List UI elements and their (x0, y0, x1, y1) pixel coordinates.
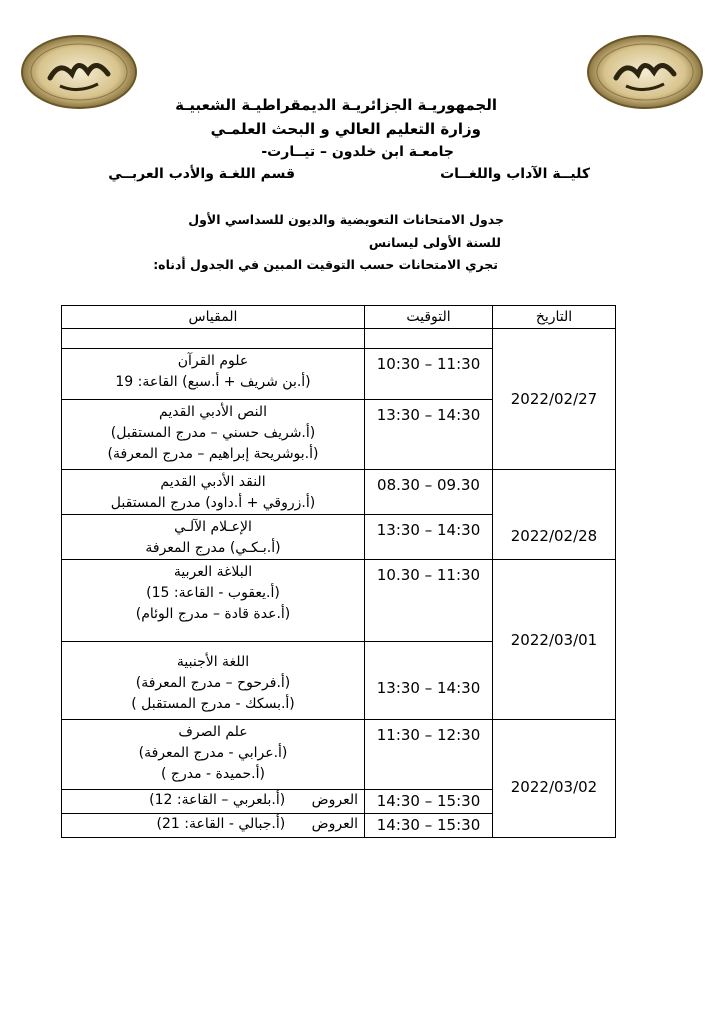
time-cell: 08.30 – 09.30 (365, 470, 493, 515)
schedule-note: تجري الامتحانات حسب التوقيت المبين في الجدول أدناه: (153, 257, 498, 272)
university-logo-right (586, 34, 704, 110)
subject-cell (62, 349, 365, 400)
subject-detail: (أ.حميدة - مدرج ) (161, 766, 265, 782)
subject-cell (62, 720, 365, 790)
university-logo-left (20, 34, 138, 110)
subject-detail: (أ.عدة قادة – مدرج الوئام) (135, 606, 291, 622)
table-row (62, 560, 616, 642)
subject-cell (62, 515, 365, 560)
date-cell: 2022/02/28 (493, 470, 616, 560)
subject-detail: (أ.عرابي - مدرج المعرفة) (138, 745, 288, 761)
subject-detail: (أ.بسكك - مدرج المستقبل ) (131, 696, 295, 712)
subject-name: النقد الأدبي القديم (160, 474, 266, 490)
time-cell: 13:30 – 14:30 (365, 515, 493, 560)
subject-cell (62, 560, 365, 642)
subject-name: البلاغة العربية (173, 564, 253, 580)
republic-name: الجمهوريـة الجزائريـة الديمقراطيـة الشعبيـة (175, 96, 497, 114)
time-cell: 11:30 – 12:30 (365, 720, 493, 790)
subject-cell (62, 814, 365, 838)
subject-cell (62, 642, 365, 720)
table-row (62, 470, 616, 515)
subject-detail: (أ.بـكـي) مدرج المعرفة (145, 540, 281, 556)
header-date: التاريخ (493, 306, 616, 329)
subject-cell (62, 470, 365, 515)
subject-cell (62, 790, 365, 814)
time-cell: 13:30 – 14:30 (365, 642, 493, 720)
ministry-name: وزارة التعليم العالي و البحث العلمـي (210, 120, 481, 138)
time-cell: 14:30 – 15:30 (365, 814, 493, 838)
subject-name: اللغة الأجنبية (176, 654, 250, 670)
subject-detail: (أ.جبالي - القاعة: 21) (156, 816, 286, 832)
time-cell (365, 329, 493, 349)
table-row (62, 720, 616, 790)
date-cell: 2022/03/02 (493, 720, 616, 838)
schedule-title: جدول الامتحانات التعويضية والديون للسداسي الأول (188, 212, 504, 227)
time-cell: 14:30 – 15:30 (365, 790, 493, 814)
university-name: جامعـة ابن خلدون – تيــارت- (261, 144, 454, 160)
subject-name: علوم القرآن (177, 353, 249, 369)
time-cell: 13:30 – 14:30 (365, 400, 493, 470)
subject-detail: (أ.بن شريف + أ.سبع) القاعة: 19 (115, 374, 311, 390)
time-cell: 10:30 – 11:30 (365, 349, 493, 400)
subject-name: العروض (311, 792, 358, 808)
exam-schedule-table (61, 305, 616, 838)
department-name: قسم اللغـة والأدب العربــي (108, 166, 295, 182)
table-header-row (62, 306, 616, 329)
subject-detail: (أ.بوشريحة إبراهيم – مدرج المعرفة) (107, 446, 319, 462)
date-cell: 2022/03/01 (493, 560, 616, 720)
subject-detail: (أ.بلعربي – القاعة: 12) (149, 792, 286, 808)
subject-detail: (أ.فرحوح – مدرج المعرفة) (135, 675, 291, 691)
subject-detail: (أ.شريف حسني – مدرج المستقبل) (110, 425, 316, 441)
date-cell: 2022/02/27 (493, 329, 616, 470)
level-title: للسنة الأولى ليسانس (368, 235, 501, 250)
subject-detail: (أ.زروقي + أ.داود) مدرج المستقبل (110, 495, 316, 511)
subject-name: علم الصرف (178, 724, 248, 740)
time-cell: 10.30 – 11:30 (365, 560, 493, 642)
subject-detail: (أ.يعقوب - القاعة: 15) (146, 585, 280, 601)
header-subject: المقياس (62, 306, 365, 329)
table-row (62, 329, 616, 349)
subject-name: العروض (311, 816, 358, 832)
subject-name: النص الأدبي القديم (159, 404, 267, 420)
header-time: التوقيت (365, 306, 493, 329)
subject-cell (62, 329, 365, 349)
faculty-name: كليــة الآداب واللغــات (440, 166, 590, 182)
subject-cell (62, 400, 365, 470)
subject-name: الإعـلام الآلـي (174, 519, 252, 535)
